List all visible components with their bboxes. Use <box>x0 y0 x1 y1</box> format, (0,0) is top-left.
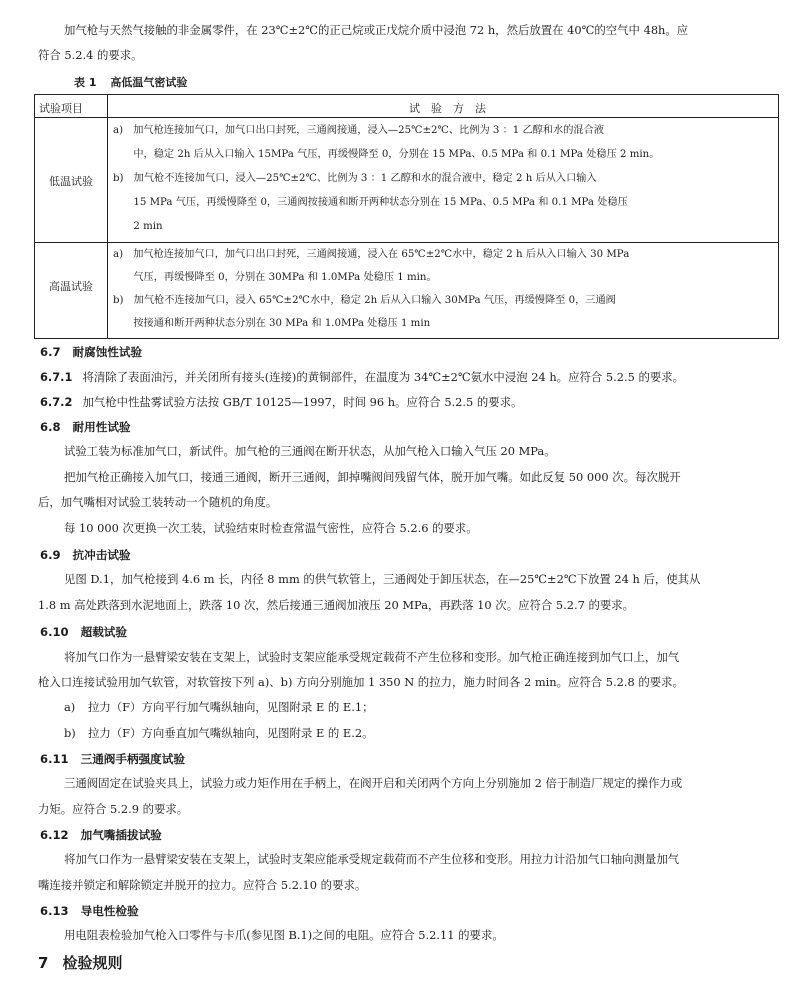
section-title: 导电性检验 <box>80 904 139 918</box>
paragraph: 嘴连接并锁定和解除锁定并脱开的拉力。应符合 5.2.10 的要求。 <box>38 878 367 892</box>
list-text: 拉力（F）方向垂直加气嘴纵轴向，见图附录 E 的 E.2。 <box>88 726 374 740</box>
section-heading-6-7 <box>40 344 142 360</box>
paragraph: 力矩。应符合 5.2.9 的要求。 <box>38 802 189 816</box>
paragraph: 后，加气嘴相对试验工装转动一个随机的角度。 <box>38 495 278 509</box>
paragraph: 每 10 000 次更换一次工装，试验结束时检查常温气密性，应符合 5.2.6 的要求。 <box>64 521 478 535</box>
intro-line-1: 加气枪与天然气接触的非金属零件，在 23℃±2℃的正己烷或正戊烷介质中浸泡 72 h，然后放置在 40℃的空气中 48h。应 <box>64 23 689 37</box>
table-row-line: 15 MPa 气压，再缓慢降至 0，三通阀按接通和断开两种状态分别在 15 MPa、0.5 MPa 和 0.1 MPa 处稳压 <box>113 197 628 208</box>
list-item <box>64 699 373 715</box>
section-heading-6-11 <box>40 751 185 767</box>
intro-line-2: 符合 5.2.4 的要求。 <box>38 48 143 62</box>
section-number: 6.12 <box>40 828 69 842</box>
paragraph: 试验工装为标准加气口，新试件。加气枪的三通阀在断开状态，从加气枪入口输入气压 20 MPa。 <box>64 444 556 458</box>
table-row-line: a) 加气枪连接加气口，加气口出口封死，三通阀接通，浸入在 65℃±2℃水中，稳定 2 h 后从入口输入 30 MPa <box>113 249 630 260</box>
list-marker: a) <box>64 700 76 714</box>
paragraph: 1.8 m 高处跌落到水泥地面上，跌落 10 次，然后接通三通阀加液压 20 MPa，再跌落 10 次。应符合 5.2.7 的要求。 <box>38 598 635 612</box>
table-row-line: b) 加气枪不连接加气口，浸入 65℃±2℃水中，稳定 2h 后从入口输入 30MPa 气压，再缓慢降至 0，三通阀 <box>113 295 616 306</box>
paragraph: 把加气枪正确接入加气口，接通三通阀，断开三通阀，卸掉嘴阀间残留气体，脱开加气嘴。如此反复 50 000 次。每次脱开 <box>64 470 681 484</box>
table-label: 表 1 <box>74 76 97 89</box>
section-title: 三通阀手柄强度试验 <box>80 752 185 766</box>
section-heading-6-8 <box>40 419 131 435</box>
list-marker: b) <box>64 726 76 740</box>
clause-number: 6.7.1 <box>40 370 73 384</box>
chapter-number: 7 <box>38 954 49 972</box>
section-heading-6-10 <box>40 624 127 640</box>
table-row-line: 按接通和断开两种状态分别在 30 MPa 和 1.0MPa 处稳压 1 min <box>113 318 431 329</box>
table-caption <box>74 74 187 90</box>
clause-6-7-1 <box>40 369 684 385</box>
table-row-line: b) 加气枪不连接加气口，浸入—25℃±2℃、比例为 3 ：1 乙醇和水的混合液中，稳定 2 h 后从入口输入 <box>113 173 597 184</box>
section-number: 6.13 <box>40 904 69 918</box>
section-heading-6-12 <box>40 827 162 843</box>
chapter-title: 检验规则 <box>62 954 123 972</box>
section-number: 6.10 <box>40 625 69 639</box>
table-row-item-high-temp: 高温试验 <box>49 280 93 293</box>
paragraph: 将加气口作为一悬臂梁安装在支架上，试验时支架应能承受规定载荷不产生位移和变形。加气枪正确连接到加气口上，加气 <box>64 650 680 664</box>
chapter-heading-7 <box>38 952 122 973</box>
table-header-method: 试 验 方 法 <box>409 102 486 115</box>
table-row-line: 2 min <box>113 221 163 232</box>
list-item <box>64 725 373 741</box>
section-number: 6.8 <box>40 420 61 434</box>
paragraph: 三通阀固定在试验夹具上，试验力或力矩作用在手柄上，在阀开启和关闭两个方向上分别施加 2 倍于制造厂规定的操作力或 <box>64 776 683 790</box>
section-heading-6-13 <box>40 903 139 919</box>
list-text: 拉力（F）方向平行加气嘴纵轴向，见图附录 E 的 E.1； <box>88 700 374 714</box>
section-number: 6.7 <box>40 345 61 359</box>
table-row-item-low-temp: 低温试验 <box>49 175 93 188</box>
section-title: 抗冲击试验 <box>72 548 131 562</box>
section-title: 加气嘴插拔试验 <box>80 828 162 842</box>
table-header-item: 试验项目 <box>39 102 83 115</box>
paragraph: 见图 D.1，加气枪接到 4.6 m 长，内径 8 mm 的供气软管上，三通阀处于卸压状态，在—25℃±2℃下放置 24 h 后，使其从 <box>64 572 701 586</box>
section-number: 6.9 <box>40 548 61 562</box>
clause-6-7-2 <box>40 394 522 410</box>
clause-number: 6.7.2 <box>40 395 73 409</box>
clause-text: 加气枪中性盐雾试验方法按 GB/T 10125—1997，时间 96 h。应符合 5.2.5 的要求。 <box>82 395 523 409</box>
section-title: 超载试验 <box>80 625 127 639</box>
section-title: 耐用性试验 <box>72 420 131 434</box>
clause-text: 将清除了表面油污，并关闭所有接头(连接)的黄铜部件，在温度为 34℃±2℃氨水中浸泡 24 h。应符合 5.2.5 的要求。 <box>82 370 685 384</box>
table-header-divider <box>35 117 778 118</box>
table-column-divider <box>107 95 108 338</box>
paragraph: 用电阻表检验加气枪入口零件与卡爪(参见图 B.1)之间的电阻。应符合 5.2.11 的要求。 <box>64 928 504 942</box>
paragraph: 枪入口连接试验用加气软管，对软管按下列 a)、b) 方向分别施加 1 350 N 的拉力，施力时间各 2 min。应符合 5.2.8 的要求。 <box>38 675 684 689</box>
table-row-line: 气压，再缓慢降至 0，分别在 30MPa 和 1.0MPa 处稳压 1 min。 <box>113 272 437 283</box>
section-title: 耐腐蚀性试验 <box>72 345 143 359</box>
table-row-line: a) 加气枪连接加气口，加气口出口封死，三通阀接通，浸入—25℃±2℃、比例为 3 ：1 乙醇和水的混合液 <box>113 125 604 136</box>
section-heading-6-9 <box>40 547 131 563</box>
test-table <box>34 94 779 339</box>
table-row-line: 中，稳定 2h 后从入口输入 15MPa 气压，再缓慢降至 0，分别在 15 MPa、0.5 MPa 和 0.1 MPa 处稳压 2 min。 <box>113 149 660 160</box>
section-number: 6.11 <box>40 752 69 766</box>
paragraph: 将加气口作为一悬臂梁安装在支架上，试验时支架应能承受规定载荷而不产生位移和变形。用拉力计沿加气口轴向测量加气 <box>64 852 680 866</box>
table-title: 高低温气密试验 <box>110 76 188 89</box>
